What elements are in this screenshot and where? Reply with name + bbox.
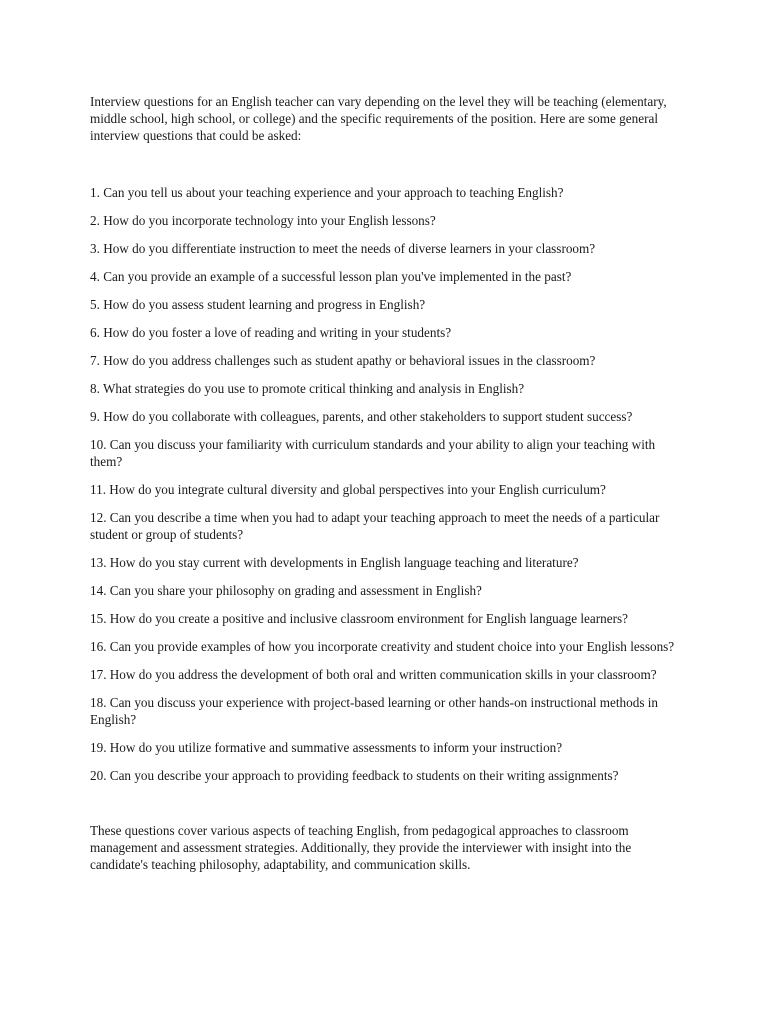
question-item: 18. Can you discuss your experience with project-based learning or other hands-on instructional methods in English? [90,695,659,727]
question-item: 14. Can you share your philosophy on grading and assessment in English? [90,583,482,598]
question-item: 1. Can you tell us about your teaching experience and your approach to teaching English? [90,185,564,200]
intro-paragraph: Interview questions for an English teacher can vary depending on the level they will be teaching (elementary, middle school, high school, or college) and the specific requirements of the position. Here are some general interview questions that could be asked: [90,94,667,143]
question-item: 12. Can you describe a time when you had to adapt your teaching approach to meet the needs of a particular student or group of students? [90,510,660,542]
question-item: 19. How do you utilize formative and summative assessments to inform your instruction? [90,740,563,755]
question-item: 9. How do you collaborate with colleagues, parents, and other stakeholders to support student success? [90,409,633,424]
question-item: 16. Can you provide examples of how you incorporate creativity and student choice into your English lessons? [90,639,675,654]
question-item: 3. How do you differentiate instruction to meet the needs of diverse learners in your classroom? [90,241,596,256]
question-item: 13. How do you stay current with developments in English language teaching and literature? [90,555,579,570]
question-item: 8. What strategies do you use to promote critical thinking and analysis in English? [90,381,525,396]
question-item: 20. Can you describe your approach to providing feedback to students on their writing assignments? [90,768,619,783]
question-item: 4. Can you provide an example of a successful lesson plan you've implemented in the past? [90,269,572,284]
question-item: 6. How do you foster a love of reading and writing in your students? [90,325,452,340]
question-item: 5. How do you assess student learning and progress in English? [90,297,426,312]
outro-paragraph: These questions cover various aspects of teaching English, from pedagogical approaches to classroom management and assessment strategies. Additionally, they provide the interviewer with insight into the candidate's teaching philosophy, adaptability, and communication skills. [90,823,632,872]
question-item: 10. Can you discuss your familiarity with curriculum standards and your ability to align your teaching with them? [90,437,656,469]
question-item: 2. How do you incorporate technology into your English lessons? [90,213,436,228]
question-item: 7. How do you address challenges such as student apathy or behavioral issues in the classroom? [90,353,596,368]
question-item: 15. How do you create a positive and inclusive classroom environment for English language learners? [90,611,628,626]
question-item: 11. How do you integrate cultural diversity and global perspectives into your English curriculum? [90,482,606,497]
questions-list [90,184,680,784]
question-item: 17. How do you address the development of both oral and written communication skills in your classroom? [90,667,657,682]
document-body [90,93,680,873]
